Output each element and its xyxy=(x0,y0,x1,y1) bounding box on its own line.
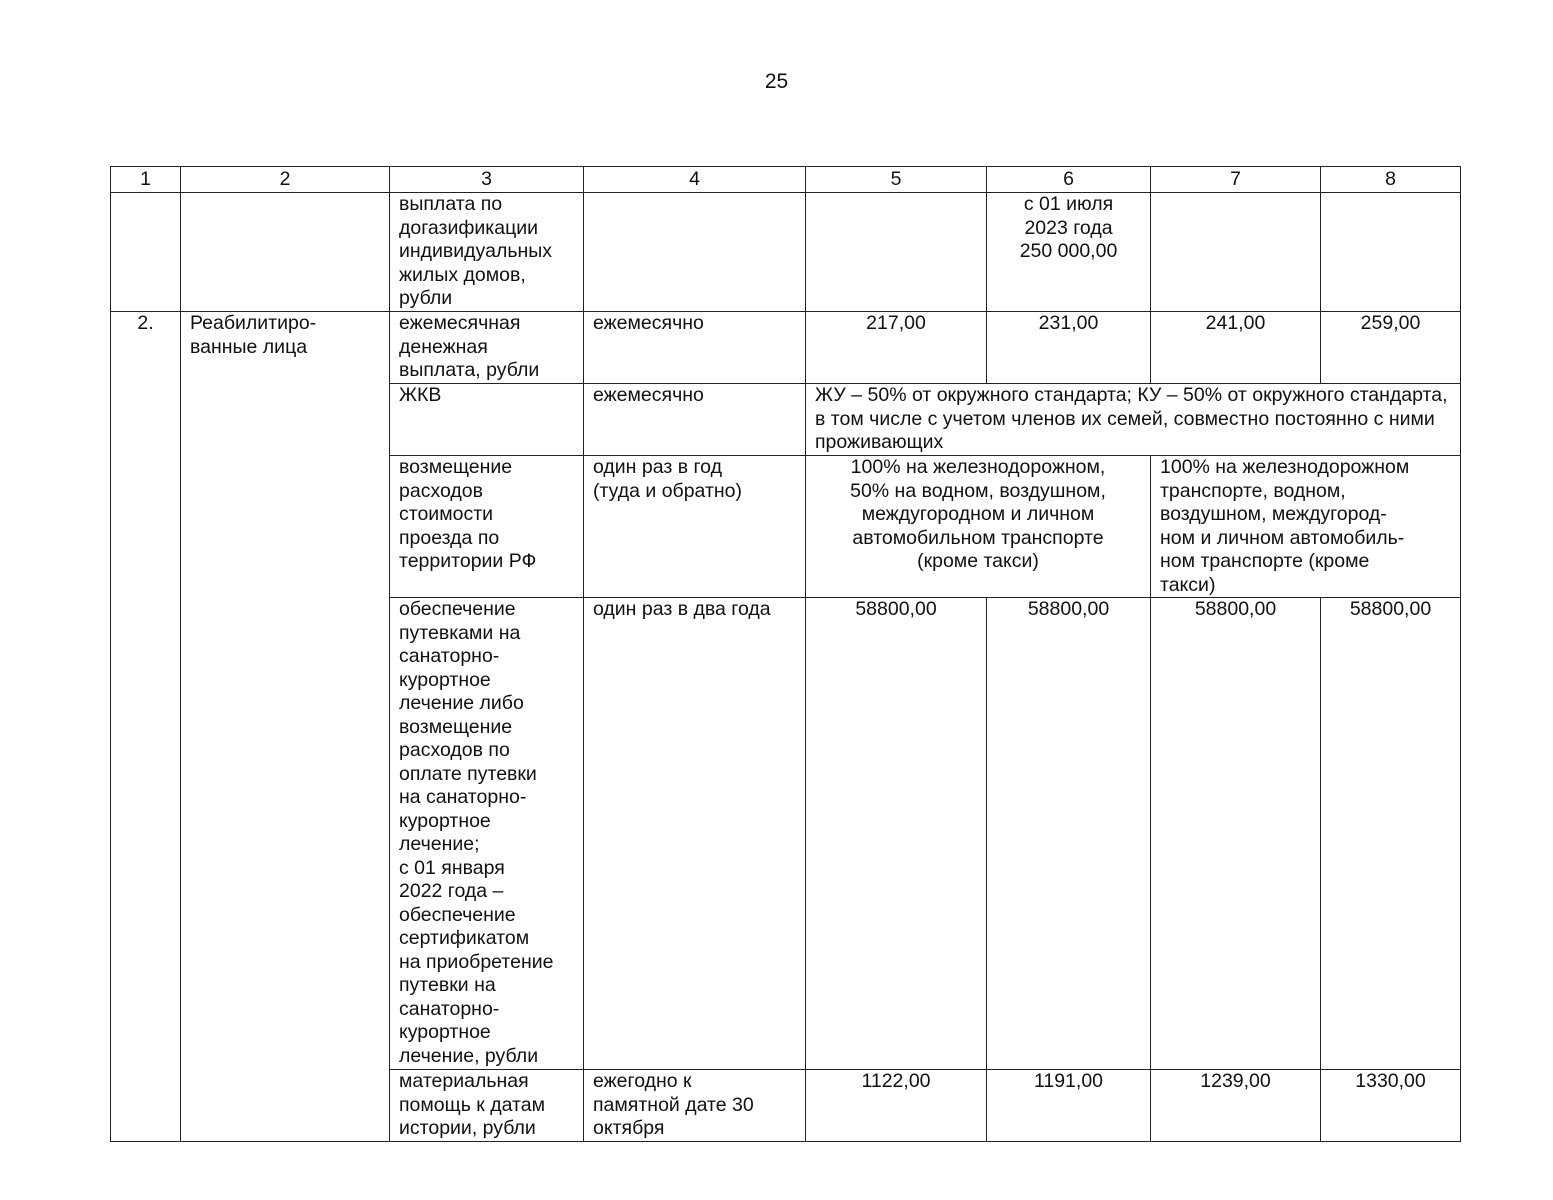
frequency-cell: ежегодно к памятной дате 30 октября xyxy=(584,1070,806,1142)
value-cell-7 xyxy=(1151,193,1321,312)
benefit-name-cell: выплата по догазификации индивидуальных жилых домов, рубли xyxy=(390,193,584,312)
benefit-name-cell: возмещение расходов стоимости проезда по территории РФ xyxy=(390,456,584,598)
benefits-table xyxy=(110,166,1461,1142)
value-cell-6: с 01 июля 2023 года 250 000,00 xyxy=(987,193,1151,312)
frequency-cell xyxy=(584,193,806,312)
header-col-1: 1 xyxy=(111,167,181,193)
value-cell-6: 58800,00 xyxy=(987,598,1151,1070)
value-cell-7: 1239,00 xyxy=(1151,1070,1321,1142)
header-col-2: 2 xyxy=(181,167,390,193)
benefit-name-cell: обеспечение путевками на санаторно- курортное лечение либо возмещение расходов по оплате путевки на санаторно- курортное лечение; с 01 января 2022 года – обеспечение сертификатом на приобретение путевки на санаторно- курортное лечение, рубли xyxy=(390,598,584,1070)
benefit-name-cell: материальная помощь к датам истории, рубли xyxy=(390,1070,584,1142)
value-cell-5: 58800,00 xyxy=(806,598,987,1070)
benefit-name-cell: ежемесячная денежная выплата, рубли xyxy=(390,312,584,384)
value-cell-5: 1122,00 xyxy=(806,1070,987,1142)
header-col-7: 7 xyxy=(1151,167,1321,193)
value-cell-7: 241,00 xyxy=(1151,312,1321,384)
row-number-cell xyxy=(111,193,181,312)
housing-description-cell: ЖУ – 50% от окружного стандарта; КУ – 50% от окружного стандарта, в том числе с учетом членов их семей, совместно постоянно с ними проживающих xyxy=(806,384,1461,456)
category-cell xyxy=(181,193,390,312)
table-row xyxy=(111,312,1461,384)
header-col-5: 5 xyxy=(806,167,987,193)
row-number-cell: 2. xyxy=(111,312,181,1142)
header-col-6: 6 xyxy=(987,167,1151,193)
value-cell-5: 217,00 xyxy=(806,312,987,384)
category-cell: Реабилитиро- ванные лица xyxy=(181,312,390,1142)
page-number: 25 xyxy=(764,70,789,93)
header-col-8: 8 xyxy=(1321,167,1461,193)
frequency-cell: один раз в два года xyxy=(584,598,806,1070)
benefit-name-cell: ЖКВ xyxy=(390,384,584,456)
travel-terms-cell-5-6: 100% на железнодорожном, 50% на водном, воздушном, междугородном и личном автомобильном транспорте (кроме такси) xyxy=(806,456,1151,598)
value-cell-7: 58800,00 xyxy=(1151,598,1321,1070)
value-cell-8: 1330,00 xyxy=(1321,1070,1461,1142)
frequency-cell: один раз в год (туда и обратно) xyxy=(584,456,806,598)
value-cell-8: 259,00 xyxy=(1321,312,1461,384)
value-cell-8: 58800,00 xyxy=(1321,598,1461,1070)
header-row xyxy=(111,167,1461,193)
frequency-cell: ежемесячно xyxy=(584,312,806,384)
frequency-cell: ежемесячно xyxy=(584,384,806,456)
header-col-4: 4 xyxy=(584,167,806,193)
value-cell-6: 1191,00 xyxy=(987,1070,1151,1142)
table-row xyxy=(111,193,1461,312)
value-cell-6: 231,00 xyxy=(987,312,1151,384)
travel-terms-cell-7-8: 100% на железнодорожном транспорте, водном, воздушном, междугород- ном и личном автомобиль- ном транспорте (кроме такси) xyxy=(1151,456,1461,598)
value-cell-8 xyxy=(1321,193,1461,312)
header-col-3: 3 xyxy=(390,167,584,193)
value-cell-5 xyxy=(806,193,987,312)
